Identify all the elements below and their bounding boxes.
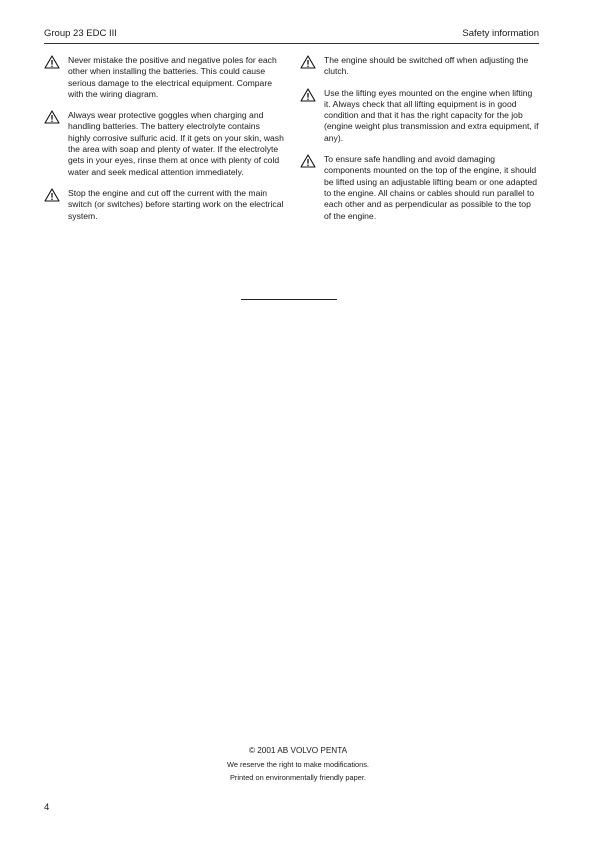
page-header (44, 27, 539, 44)
header-chapter-title: Safety information (462, 28, 539, 39)
paper-notice: Printed on environmentally friendly paper. (230, 773, 366, 782)
warning-item (300, 55, 540, 78)
warning-item (44, 188, 284, 222)
section-end-rule (241, 299, 337, 300)
warning-text: Always wear protective goggles when charging and handling batteries. The battery electrolyte contains highly corrosive sulfuric acid. If it gets on your skin, wash the area with soap and plenty of water. If the electrolyte gets in your eyes, rinse them at once with plenty of cold water and seek medical attention immediately. (68, 110, 284, 177)
warning-text: Stop the engine and cut off the current with the main switch (or switches) before starting work on the electrical system. (68, 187, 284, 221)
warning-triangle-icon (44, 188, 60, 202)
left-column (44, 55, 284, 232)
warning-item (44, 110, 284, 178)
warning-text: To ensure safe handling and avoid damaging components mounted on the top of the engine, it should be lifted using an adjustable lifting beam or one adapted to the engine. All chains or cables should run parallel to each other and as perpendicular as possible to the top of the engine. (324, 154, 538, 221)
copyright-text: © 2001 AB VOLVO PENTA (248, 746, 348, 755)
header-section-title: Group 23 EDC III (44, 28, 117, 39)
modifications-notice: We reserve the right to make modifications. (227, 759, 369, 769)
page-number: 4 (44, 802, 50, 813)
warning-text: The engine should be switched off when adjusting the clutch. (324, 55, 529, 77)
right-column (300, 55, 540, 232)
page-footer (0, 744, 596, 785)
warning-item (300, 154, 540, 222)
warning-triangle-icon (44, 110, 60, 124)
warning-text: Never mistake the positive and negative poles for each other when installing the batteries. This could cause serious damage to the electrical equipment. Compare with the wiring diagram. (68, 55, 277, 99)
warning-item (300, 88, 540, 144)
warning-triangle-icon (44, 55, 60, 69)
warning-triangle-icon (300, 88, 316, 102)
warning-item (44, 55, 284, 100)
warning-triangle-icon (300, 154, 316, 168)
warning-triangle-icon (300, 55, 316, 69)
warning-text: Use the lifting eyes mounted on the engine when lifting it. Always check that all lifting equipment is in good condition and that it has the right capacity for the job (engine weight plus transmission and extra equipment, if any). (324, 87, 539, 143)
